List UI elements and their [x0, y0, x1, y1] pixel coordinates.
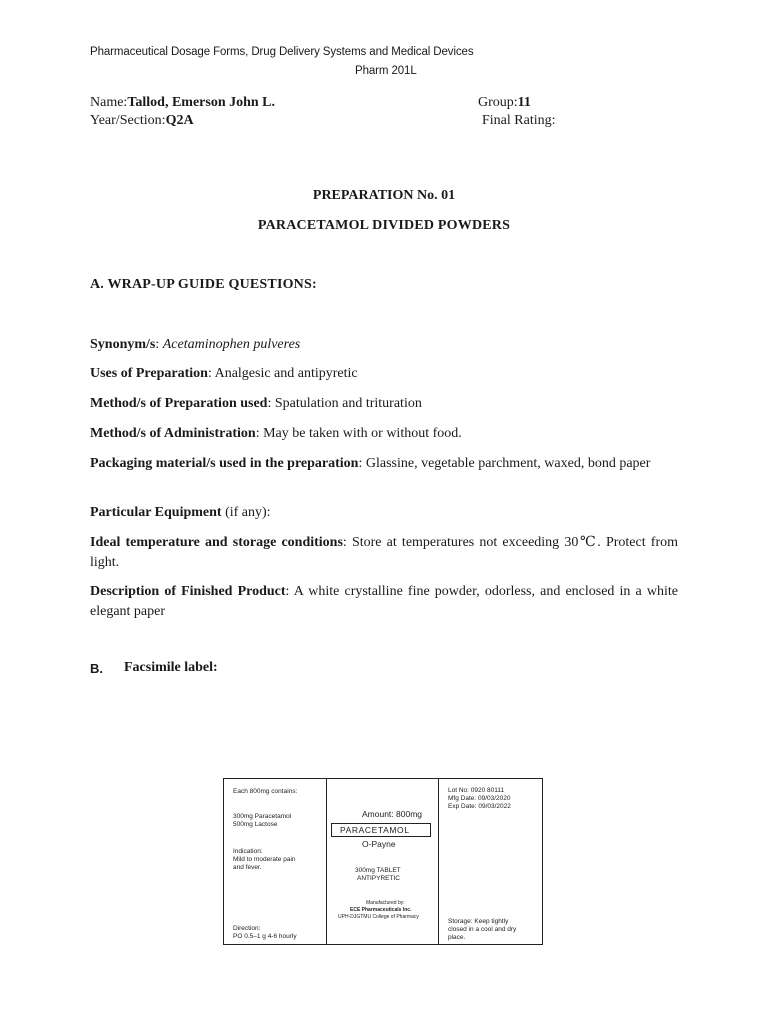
synonyms-value: Acetaminophen pulveres [162, 337, 301, 352]
direction-label: Direction: [233, 925, 261, 932]
ingredient-2: 500mg Lactose [233, 821, 278, 828]
course-code: Pharm 201L [355, 65, 417, 77]
preparation-number: PREPARATION No. 01 [312, 188, 456, 203]
amount-text: Amount: 800mg [362, 809, 423, 819]
equipment-field [90, 503, 678, 523]
label-middle-panel [326, 779, 439, 944]
label-left-panel [224, 779, 327, 944]
dosage-form: 300mg TABLET [355, 867, 401, 874]
exp-date: Exp Date: 09/03/2022 [448, 803, 511, 810]
uses-value: Analgesic and antipyretic [214, 366, 358, 381]
method-prep-value: Spatulation and trituration [274, 396, 422, 411]
storage-line-2: closed in a cool and dry [448, 926, 517, 933]
uses-field: Uses of Preparation: Analgesic and antipyretic [90, 366, 358, 381]
method-admin-field: Method/s of Administration: May be taken with or without food. [90, 426, 462, 441]
packaging-field: Packaging material/s used in the preparation: Glassine, vegetable parchment, waxed, bond paper [90, 456, 651, 471]
final-rating-label: Final Rating: [482, 113, 556, 128]
maker-name: O-Payne [362, 839, 396, 849]
section-a-heading: A. WRAP-UP GUIDE QUESTIONS: [90, 277, 317, 292]
synonyms-field: Synonym/s: Acetaminophen pulveres [90, 337, 301, 352]
mfg-date: Mfg Date: 09/03/2020 [448, 795, 511, 802]
college-name: UPH-DJGTMU College of Pharmacy [338, 914, 419, 920]
packaging-value: Glassine, vegetable parchment, waxed, bond paper [365, 456, 651, 471]
equipment-label: Particular Equipment [90, 505, 222, 520]
storage-value: Store at temperatures not exceeding 30℃. Protect from light. [90, 535, 678, 570]
synonyms-label: Synonym/s [90, 337, 156, 352]
manufactured-by: Manufactured by: [366, 900, 405, 906]
ingredient-1: 300mg Paracetamol [233, 813, 292, 820]
brand-name-box: PARACETAMOL [331, 823, 431, 837]
method-prep-field: Method/s of Preparation used: Spatulation and trituration [90, 396, 422, 411]
section-value: Q2A [165, 113, 194, 128]
group-line [478, 95, 531, 111]
name-line [90, 95, 275, 111]
name-label: Name: [90, 95, 128, 110]
method-prep-label: Method/s of Preparation used [90, 396, 268, 411]
contains-text: Each 800mg contains: [233, 788, 298, 795]
storage-line-1: Storage: Keep tightly [448, 918, 509, 925]
description-field: Description of Finished Product: A white crystalline fine powder, odorless, and enclosed in a white elegant paper [90, 584, 678, 619]
method-admin-label: Method/s of Administration [90, 426, 256, 441]
direction-text: PO 0.5–1 g 4-6 hourly [233, 933, 297, 940]
description-label: Description of Finished Product [90, 584, 286, 599]
section-b-heading: Facsimile label: [124, 660, 218, 675]
section-b-letter: B. [90, 661, 103, 676]
packaging-label: Packaging material/s used in the preparation [90, 456, 359, 471]
uses-label: Uses of Preparation [90, 366, 208, 381]
company-name: ECE Pharmaceuticals Inc. [350, 907, 412, 913]
preparation-title: PARACETAMOL DIVIDED POWDERS [257, 218, 511, 233]
course-title: Pharmaceutical Dosage Forms, Drug Delivery Systems and Medical Devices [90, 46, 474, 58]
indication-line-1: Mild to moderate pain [233, 856, 296, 863]
storage-field: Ideal temperature and storage conditions: Store at temperatures not exceeding 30℃. Protect from light. [90, 535, 678, 570]
indication-label: Indication: [233, 848, 263, 855]
description-value: A white crystalline fine powder, odorless, and enclosed in a white elegant paper [90, 584, 678, 619]
drug-class: ANTIPYRETIC [357, 875, 400, 882]
equipment-value: (if any): [225, 505, 271, 520]
group-value: 11 [517, 95, 531, 110]
lot-number: Lot No: 0920 80111 [448, 787, 505, 794]
section-line [90, 113, 194, 129]
name-value: Tallod, Emerson John L. [127, 95, 276, 110]
section-label: Year/Section: [90, 113, 166, 128]
storage-label: Ideal temperature and storage conditions [90, 535, 343, 550]
facsimile-label [223, 778, 543, 945]
group-label: Group: [478, 95, 518, 110]
indication-line-2: and fever. [233, 864, 262, 871]
storage-line-3: place. [448, 934, 466, 941]
method-admin-value: May be taken with or without food. [263, 426, 462, 441]
label-right-panel [438, 779, 542, 944]
